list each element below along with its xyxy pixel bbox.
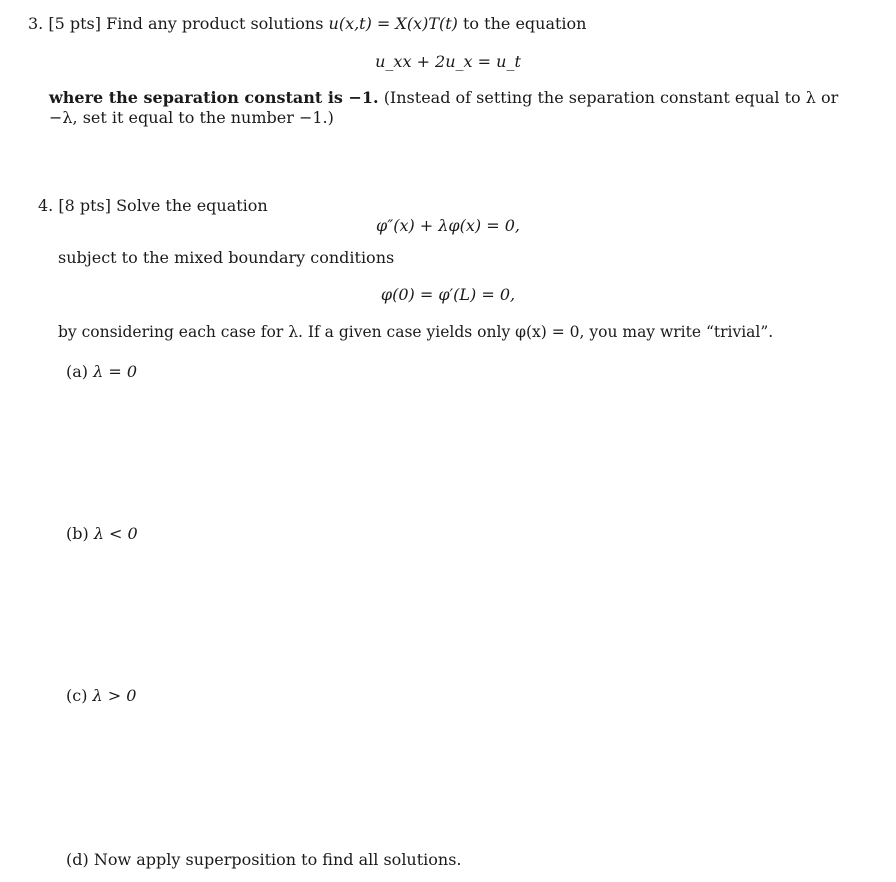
problem-3-statement	[28, 14, 586, 34]
problem-prompt: Solve the equation	[116, 196, 268, 215]
separation-note-line2: −λ, set it equal to the number −1.)	[49, 108, 334, 127]
part-condition: λ > 0	[92, 686, 137, 705]
bold-note: where the separation constant is −1.	[49, 88, 379, 107]
separation-note-line1	[49, 88, 838, 108]
problem-number: 4.	[38, 196, 54, 215]
problem-4-equation: φ″(x) + λφ(x) = 0,	[376, 216, 520, 235]
part-condition: Now apply superposition to find all solutions.	[93, 850, 462, 869]
problem-prompt: Find any product solutions	[106, 14, 324, 33]
cases-text: by considering each case for λ. If a given case yields only φ(x) = 0, you may write “trivial”.	[58, 323, 774, 341]
problem-4-statement	[38, 196, 268, 216]
part-condition: λ < 0	[93, 524, 138, 543]
subject-text: subject to the mixed boundary conditions	[58, 248, 395, 267]
part-condition: λ = 0	[93, 362, 138, 381]
part-label: (a)	[66, 362, 89, 381]
part-label: (c)	[66, 686, 88, 705]
part-label: (b)	[66, 524, 89, 543]
part-label: (d)	[66, 850, 89, 869]
problem-3-equation: u_xx + 2u_x = u_t	[375, 52, 521, 71]
part-c	[66, 686, 136, 706]
part-b	[66, 524, 138, 544]
part-a	[66, 362, 137, 382]
product-form: u(x,t) = X(x)T(t)	[328, 14, 458, 33]
problem-points: [8 pts]	[58, 196, 111, 215]
problem-number: 3.	[28, 14, 44, 33]
note-text: (Instead of setting the separation constant equal to λ or	[383, 88, 839, 107]
part-d	[66, 850, 462, 870]
boundary-conditions: φ(0) = φ′(L) = 0,	[380, 285, 516, 304]
problem-prompt-tail: to the equation	[463, 14, 587, 33]
problem-points: [5 pts]	[48, 14, 101, 33]
